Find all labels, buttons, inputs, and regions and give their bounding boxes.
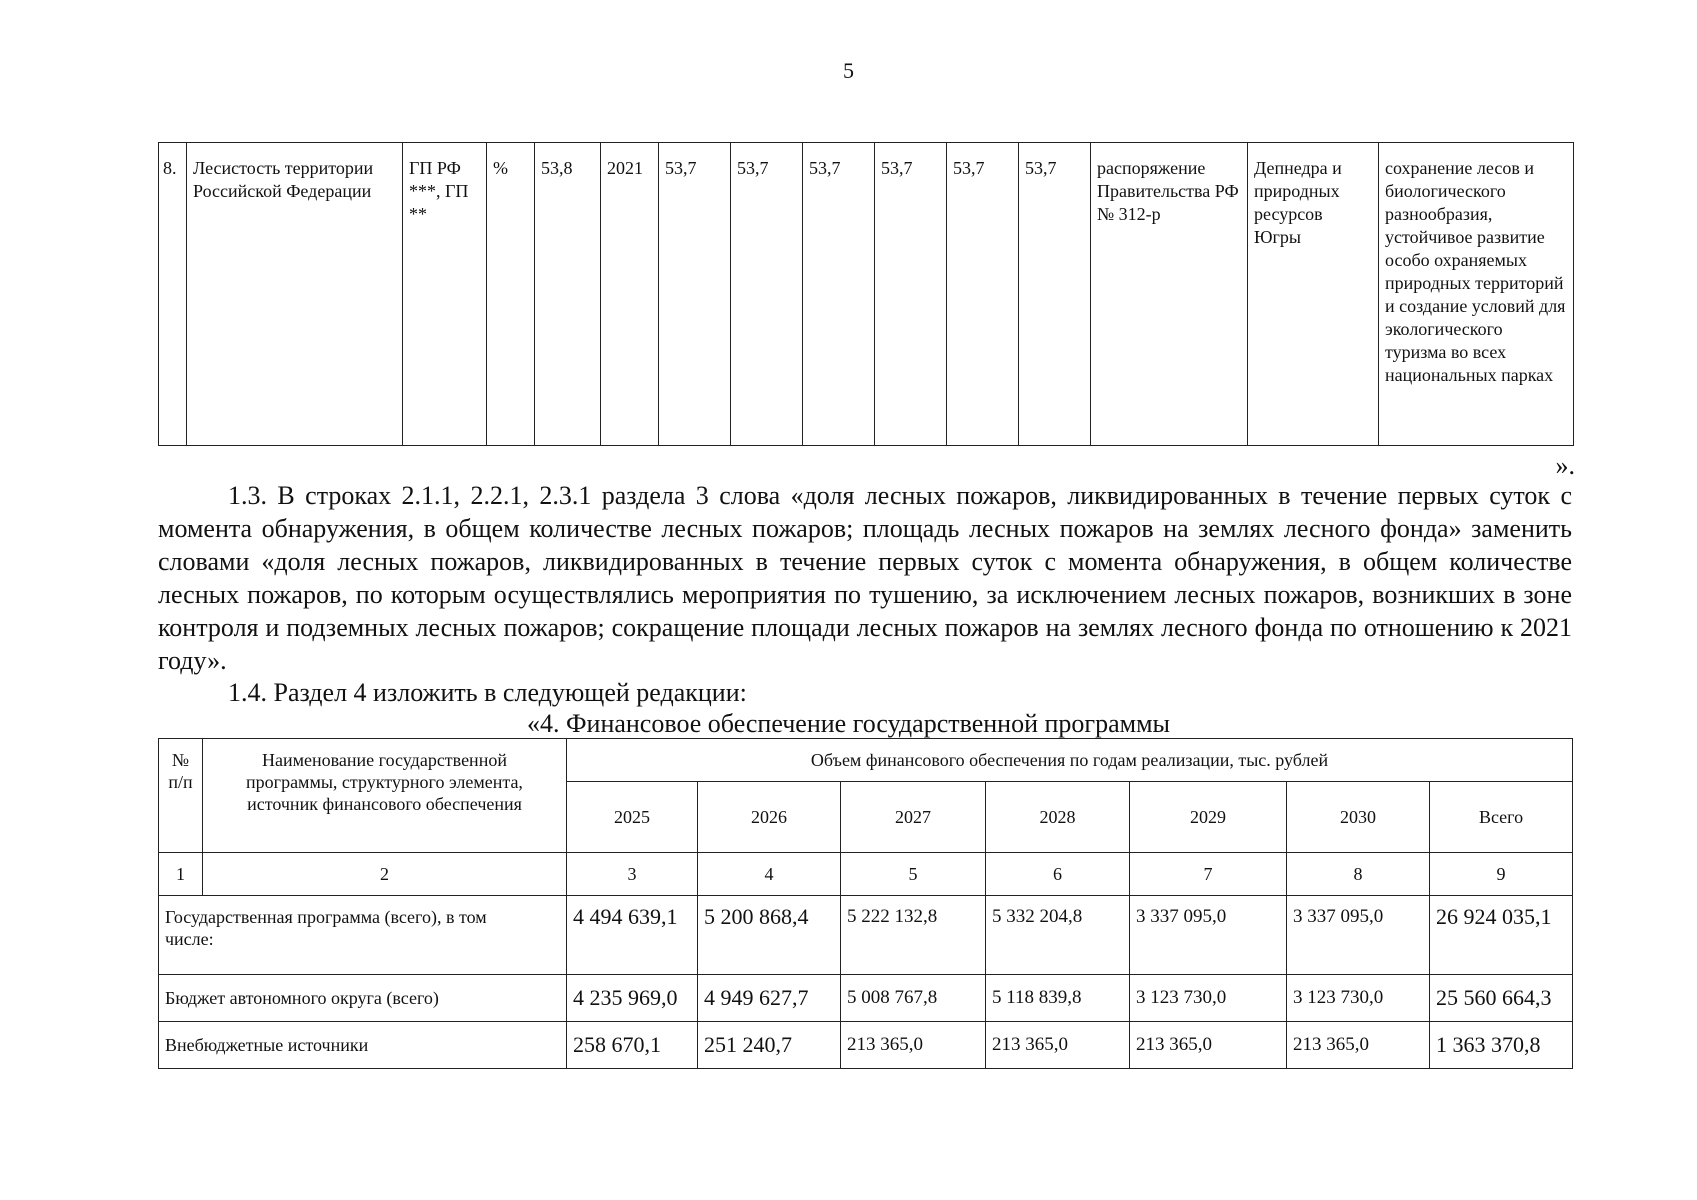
header-volume: Объем финансового обеспечения по годам реализации, тыс. рублей [567, 739, 1573, 782]
row-value: 3 123 730,0 [1287, 975, 1430, 1022]
row-value: 5 008 767,8 [841, 975, 986, 1022]
row-value: 5 200 868,4 [698, 896, 841, 975]
indicator-name: Лесистость территории Российской Федерации [187, 143, 403, 446]
indicator-value: 53,7 [947, 143, 1019, 446]
header-year: 2027 [841, 782, 986, 853]
header-row [159, 739, 1573, 782]
header-year: 2028 [986, 782, 1130, 853]
row-value: 3 337 095,0 [1287, 896, 1430, 975]
table-row [159, 975, 1573, 1022]
indicators-table [158, 142, 1574, 446]
indicator-base-year: 2021 [601, 143, 659, 446]
section-title: «4. Финансовое обеспечение государственной программы [526, 709, 1171, 738]
financing-table [158, 738, 1573, 1069]
indicator-responsible: Депнедра и природных ресурсов Югры [1248, 143, 1379, 446]
row-value: 213 365,0 [841, 1022, 986, 1069]
column-number: 4 [698, 853, 841, 896]
indicator-value: 53,7 [803, 143, 875, 446]
row-total: 26 924 035,1 [1430, 896, 1573, 975]
paragraph-1-3: 1.3. В строках 2.1.1, 2.2.1, 2.3.1 раздела 3 слова «доля лесных пожаров, ликвидированных в течение первых суток с момента обнаружения, в общем количестве лесных пожаров; площадь лесных пожаров на землях лесного фонда» заменить словами «доля лесных пожаров, ликвидированных в течение первых суток с момента обнаружения, в общем количестве лесных пожаров, по которым осуществлялись мероприятия по тушению, за исключением лесных пожаров, возникших в зоне контроля и подземных лесных пожаров; сокращение площади лесных пожаров на землях лесного фонда по отношению к 2021 году». [158, 481, 1572, 675]
header-year: 2025 [567, 782, 698, 853]
column-number: 9 [1430, 853, 1573, 896]
header-year: 2029 [1130, 782, 1287, 853]
column-number: 1 [159, 853, 203, 896]
row-value: 258 670,1 [567, 1022, 698, 1069]
indicator-document: распоряжение Правительства РФ № 312-р [1091, 143, 1248, 446]
indicator-unit: % [487, 143, 535, 446]
row-value: 5 332 204,8 [986, 896, 1130, 975]
column-number: 3 [567, 853, 698, 896]
column-number: 8 [1287, 853, 1430, 896]
row-value: 5 118 839,8 [986, 975, 1130, 1022]
indicator-number: 8. [159, 143, 187, 446]
row-value: 3 123 730,0 [1130, 975, 1287, 1022]
row-label: Бюджет автономного округа (всего) [159, 975, 567, 1022]
column-numbers-row [159, 853, 1573, 896]
row-value: 4 949 627,7 [698, 975, 841, 1022]
indicator-source: ГП РФ ***, ГП ** [403, 143, 487, 446]
table-row [159, 896, 1573, 975]
page-number: 5 [843, 58, 854, 83]
row-label: Внебюджетные источники [159, 1022, 567, 1069]
row-total: 1 363 370,8 [1430, 1022, 1573, 1069]
indicator-relation: сохранение лесов и биологического разнообразия, устойчивое развитие особо охраняемых природных территорий и создание условий для экологического туризма во всех национальных парках [1379, 143, 1574, 446]
indicator-row [159, 143, 1574, 446]
header-num: № п/п [159, 739, 203, 853]
paragraph-1-4: 1.4. Раздел 4 изложить в следующей редакции: [228, 678, 747, 707]
column-number: 6 [986, 853, 1130, 896]
row-value: 4 494 639,1 [567, 896, 698, 975]
indicator-value: 53,7 [875, 143, 947, 446]
indicator-base-value: 53,8 [535, 143, 601, 446]
column-number: 2 [203, 853, 567, 896]
row-total: 25 560 664,3 [1430, 975, 1573, 1022]
indicator-value: 53,7 [731, 143, 803, 446]
row-value: 4 235 969,0 [567, 975, 698, 1022]
row-value: 251 240,7 [698, 1022, 841, 1069]
column-number: 7 [1130, 853, 1287, 896]
header-year: 2030 [1287, 782, 1430, 853]
closing-quote: ». [1555, 451, 1575, 480]
table-row [159, 1022, 1573, 1069]
row-value: 213 365,0 [1287, 1022, 1430, 1069]
indicator-value: 53,7 [1019, 143, 1091, 446]
row-value: 3 337 095,0 [1130, 896, 1287, 975]
indicator-value: 53,7 [659, 143, 731, 446]
row-label: Государственная программа (всего), в том числе: [159, 896, 567, 975]
header-total: Всего [1430, 782, 1573, 853]
header-name: Наименование государственной программы, структурного элемента, источник финансового обеспечения [203, 739, 567, 853]
row-value: 213 365,0 [1130, 1022, 1287, 1069]
header-year: 2026 [698, 782, 841, 853]
row-value: 5 222 132,8 [841, 896, 986, 975]
column-number: 5 [841, 853, 986, 896]
row-value: 213 365,0 [986, 1022, 1130, 1069]
